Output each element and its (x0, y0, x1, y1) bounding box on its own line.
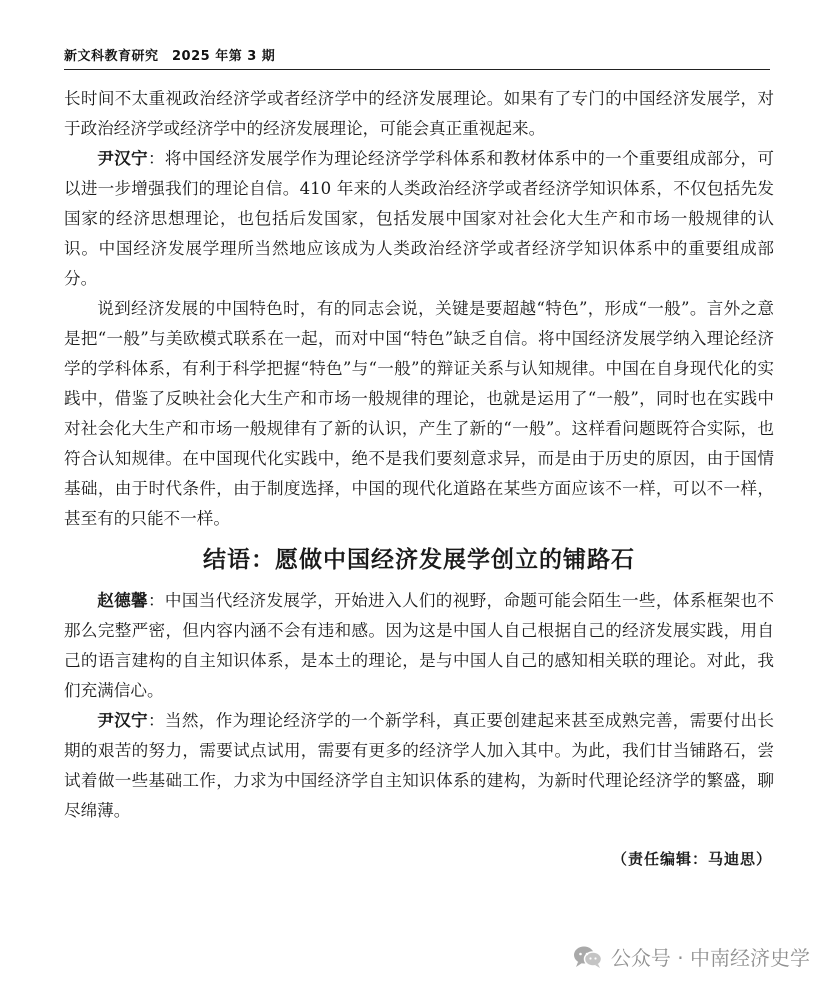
responsible-editor: （责任编辑：马迪思） (611, 850, 772, 868)
speaker-name: 尹汉宁 (97, 149, 148, 168)
watermark-text: 公众号 · 中南经济史学 (610, 946, 810, 970)
speaker-name: 尹汉宁 (97, 711, 148, 730)
paragraph-yin-1 (64, 144, 774, 294)
paragraph-text: ：将中国经济发展学作为理论经济学学科体系和教材体系中的一个重要组成部分，可以进一步增强我们的理论自信。410 年来的人类政治经济学或者经济学知识体系，不仅包括先发国家的经济思想理论，也包括后发国家，包括发展中国家对社会化大生产和市场一般规律的认识。中国经济发展学理所当然地应该成为人类政治经济学或者经济学知识体系中的重要组成部分。 (64, 149, 775, 288)
paragraph-continuation (64, 84, 774, 144)
paragraph-text: ：中国当代经济发展学，开始进入人们的视野，命题可能会陌生一些，体系框架也不那么完整严密，但内容内涵不会有违和感。因为这是中国人自己根据自己的经济发展实践，用自己的语言建构的自主知识体系，是本土的理论，是与中国人自己的感知相关联的理论。对此，我们充满信心。 (64, 591, 775, 700)
speaker-name: 赵德馨 (97, 591, 148, 610)
paragraph-yin-2 (64, 706, 774, 826)
paragraph-zhao (64, 586, 774, 706)
paragraph-text: ：当然，作为理论经济学的一个新学科，真正要创建起来甚至成熟完善，需要付出长期的艰苦的努力，需要试点试用，需要有更多的经济学人加入其中。为此，我们甘当铺路石，尝试着做一些基础工作，力求为中国经济学自主知识体系的建构，为新时代理论经济学的繁盛，聊尽绵薄。 (64, 711, 775, 820)
paragraph-characteristics (64, 294, 774, 534)
watermark (573, 942, 810, 971)
header-divider (64, 69, 770, 70)
section-title: 结语：愿做中国经济发展学创立的铺路石 (203, 546, 635, 573)
wechat-icon (573, 945, 603, 969)
paragraph-text: 说到经济发展的中国特色时，有的同志会说，关键是要超越“特色”，形成“一般”。言外之意是把“一般”与美欧模式联系在一起，而对中国“特色”缺乏自信。将中国经济发展学纳入理论经济学的学科体系，有利于科学把握“特色”与“一般”的辩证关系与认知规律。中国在自身现代化的实践中，借鉴了反映社会化大生产和市场一般规律的理论，也就是运用了“一般”，同时也在实践中对社会化大生产和市场一般规律有了新的认识，产生了新的“一般”。这样看问题既符合实际，也符合认知规律。在中国现代化实践中，绝不是我们要刻意求异，而是由于历史的原因，由于国情基础，由于时代条件，由于制度选择，中国的现代化道路在某些方面应该不一样，可以不一样，甚至有的只能不一样。 (64, 299, 774, 528)
paragraph-text: 长时间不太重视政治经济学或者经济学中的经济发展理论。如果有了专门的中国经济发展学，对于政治经济学或经济学中的经济发展理论，可能会真正重视起来。 (64, 89, 774, 138)
journal-header: 新文科教育研究 2025 年第 3 期 (64, 49, 276, 64)
article-body (64, 84, 774, 826)
